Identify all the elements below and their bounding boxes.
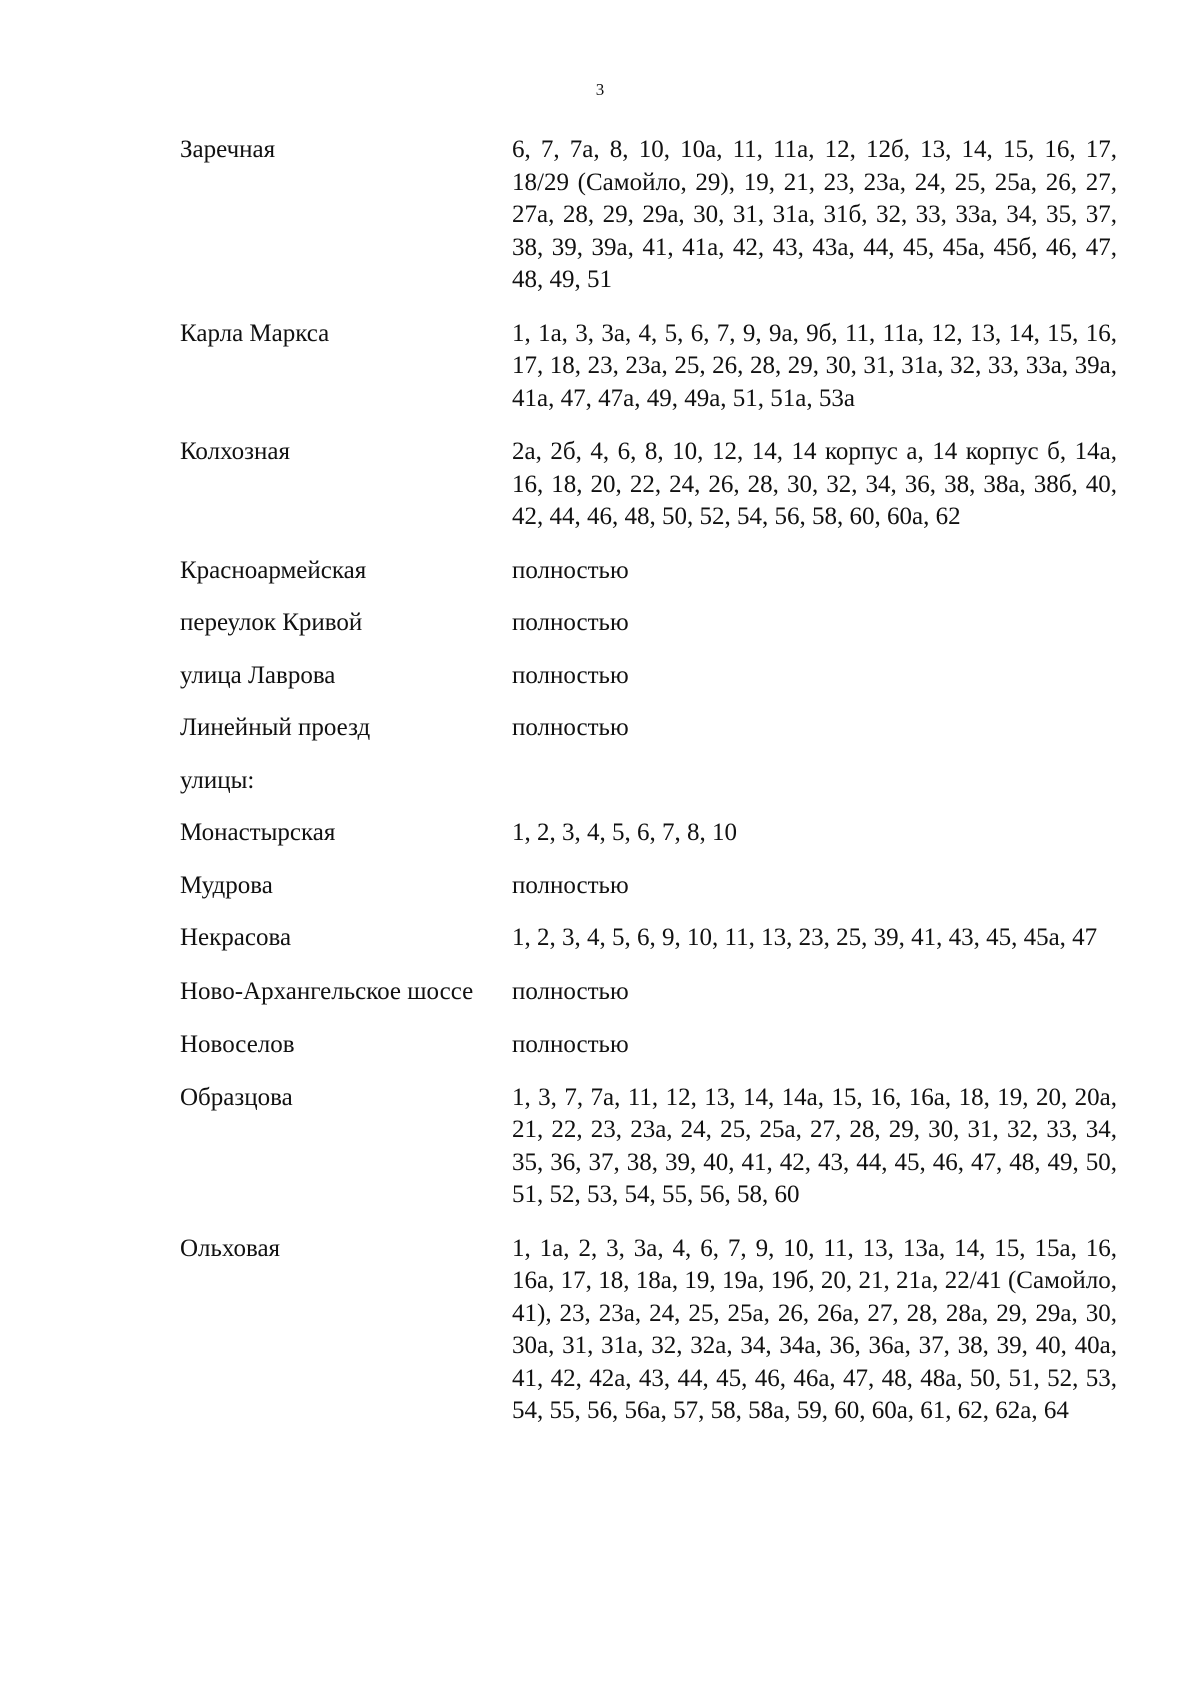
list-item	[180, 555, 1130, 588]
list-item	[180, 1029, 1130, 1062]
list-item	[180, 922, 1130, 955]
house-numbers: полностью	[512, 609, 629, 636]
house-numbers: 6, 7, 7а, 8, 10, 10а, 11, 11а, 12, 12б, 13, 14, 15, 16, 17, 18/29 (Самойло, 29), 19, 21, 23, 23а, 24, 25, 25а, 26, 27, 27а, 28, 29, 29а, 30, 31, 31а, 31б, 32, 33, 33а, 34, 35, 37, 38, 39, 39а, 41, 41а, 42, 43, 43а, 44, 45, 45а, 45б, 46, 47, 48, 49, 51	[512, 136, 1117, 293]
street-name: Колхозная	[180, 438, 290, 465]
house-numbers: полностью	[512, 661, 629, 689]
list-item	[180, 870, 1130, 903]
list-item	[180, 817, 1130, 850]
list-item	[180, 976, 1130, 1009]
street-name: Монастырская	[180, 819, 336, 846]
house-numbers: 1, 1а, 2, 3, 3а, 4, 6, 7, 9, 10, 11, 13, 13а, 14, 15, 15а, 16, 16а, 17, 18, 18а, 19, 19а, 19б, 20, 21, 21а, 22/41 (Самойло, 41), 23, 23а, 24, 25, 25а, 26, 26а, 27, 28, 28а, 29, 29а, 30, 30а, 31, 31а, 32, 32а, 34, 34а, 36, 36а, 37, 38, 39, 40, 40а, 41, 42, 42а, 43, 44, 45, 46, 46а, 47, 48, 48а, 50, 51, 52, 53, 54, 55, 56, 56а, 57, 58, 58а, 59, 60, 60а, 61, 62, 62а, 64	[512, 1234, 1117, 1424]
house-numbers: 1, 2, 3, 4, 5, 6, 7, 8, 10	[512, 819, 737, 846]
list-item	[180, 607, 1130, 640]
street-name: Образцова	[180, 1083, 293, 1111]
house-numbers: 1, 1а, 3, 3а, 4, 5, 6, 7, 9, 9а, 9б, 11, 11а, 12, 13, 14, 15, 16, 17, 18, 23, 23а, 25, 26, 28, 29, 30, 31, 31а, 32, 33, 33а, 39а, 41а, 47, 47а, 49, 49а, 51, 51а, 53а	[512, 319, 1117, 412]
list-item	[180, 318, 1130, 416]
house-numbers: полностью	[512, 556, 629, 584]
house-numbers: полностью	[512, 977, 629, 1005]
list-item	[180, 1082, 1130, 1212]
house-numbers	[512, 765, 1117, 798]
list-item	[180, 712, 1130, 745]
list-item	[180, 436, 1130, 534]
house-numbers: 1, 3, 7, 7а, 11, 12, 13, 14, 14а, 15, 16, 16а, 18, 19, 20, 20а, 21, 22, 23, 23а, 24, 25, 25а, 27, 28, 29, 30, 31, 32, 33, 34, 35, 36, 37, 38, 39, 40, 41, 42, 43, 44, 45, 46, 47, 48, 49, 50, 51, 52, 53, 54, 55, 56, 58, 60	[512, 1083, 1117, 1208]
street-name: Заречная	[180, 136, 276, 163]
street-name: Новоселов	[180, 1031, 295, 1058]
house-numbers: 1, 2, 3, 4, 5, 6, 9, 10, 11, 13, 23, 25, 39, 41, 43, 45, 45а, 47	[512, 924, 1098, 951]
section-label-row	[180, 765, 1130, 798]
street-name: Ольховая	[180, 1234, 281, 1262]
street-name: Красноармейская	[180, 556, 367, 584]
street-name: переулок Кривой	[180, 609, 363, 636]
house-numbers: полностью	[512, 714, 629, 741]
street-name: Ново-Архангельское шоссе	[180, 977, 474, 1005]
section-label: улицы:	[180, 766, 255, 794]
house-numbers: полностью	[512, 871, 629, 899]
house-numbers: полностью	[512, 1031, 629, 1058]
page-number: 3	[595, 80, 605, 99]
street-name: Линейный проезд	[180, 714, 371, 741]
street-name: улица Лаврова	[180, 661, 336, 689]
list-item	[180, 134, 1130, 297]
list-item	[180, 1233, 1130, 1428]
house-numbers: 2а, 2б, 4, 6, 8, 10, 12, 14, 14 корпус а, 14 корпус б, 14а, 16, 18, 20, 22, 24, 26, 28, 30, 32, 34, 36, 38, 38а, 38б, 40, 42, 44, 46, 48, 50, 52, 54, 56, 58, 60, 60а, 62	[512, 438, 1117, 530]
street-name: Карла Маркса	[180, 319, 330, 347]
street-name: Мудрова	[180, 871, 273, 899]
list-item	[180, 660, 1130, 693]
street-list	[180, 134, 1130, 1449]
street-name: Некрасова	[180, 924, 292, 951]
